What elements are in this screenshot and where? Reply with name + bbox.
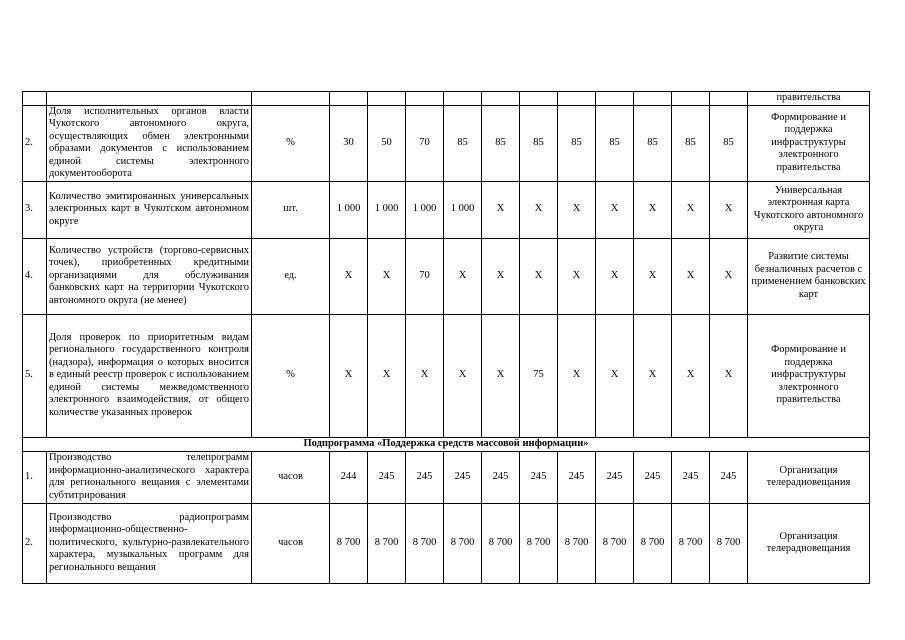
row-number-cell: 4. bbox=[23, 238, 47, 314]
value-cell: Х bbox=[558, 181, 596, 238]
value-cell: 245 bbox=[672, 451, 710, 503]
row-number-cell: 2. bbox=[23, 503, 47, 583]
value-cell: 85 bbox=[634, 105, 672, 181]
value-cell: 85 bbox=[596, 105, 634, 181]
program-cell: Развитие системы безналичных расчетов с применением банковских карт bbox=[748, 238, 870, 314]
table-row bbox=[23, 92, 870, 106]
value-cell: 85 bbox=[710, 105, 748, 181]
program-cell: Организация телерадиовещания bbox=[748, 503, 870, 583]
table-row bbox=[23, 314, 870, 437]
program-cell: Организация телерадиовещания bbox=[748, 451, 870, 503]
row-number-cell: 5. bbox=[23, 314, 47, 437]
value-cell: Х bbox=[444, 314, 482, 437]
unit-cell: ед. bbox=[252, 238, 330, 314]
indicator-name-cell: Доля исполнительных органов власти Чукотского автономного округа, осуществляющих обмен электронными образами документов с использованием единой системы электронного документооборота bbox=[47, 105, 252, 181]
value-cell: 8 700 bbox=[330, 503, 368, 583]
value-cell: Х bbox=[634, 314, 672, 437]
row-number-cell bbox=[23, 92, 47, 106]
unit-cell: шт. bbox=[252, 181, 330, 238]
value-cell: 1 000 bbox=[406, 181, 444, 238]
value-cell: 8 700 bbox=[634, 503, 672, 583]
value-cell: Х bbox=[482, 314, 520, 437]
indicator-name-cell: Производство радиопрограмм информационно-общественно-политического, культурно-развлекательного характера, музыкальных программ для регионального вещания bbox=[47, 503, 252, 583]
indicator-name-cell: Производство телепрограмм информационно-аналитического характера для регионального вещания с элементами субтитрирования bbox=[47, 451, 252, 503]
table-row bbox=[23, 181, 870, 238]
value-cell: 1 000 bbox=[330, 181, 368, 238]
subprogram-row bbox=[23, 437, 870, 451]
value-cell: 245 bbox=[558, 451, 596, 503]
value-cell: Х bbox=[520, 238, 558, 314]
unit-cell: часов bbox=[252, 503, 330, 583]
value-cell: 85 bbox=[444, 105, 482, 181]
row-number-cell: 1. bbox=[23, 451, 47, 503]
value-cell: 245 bbox=[634, 451, 672, 503]
row-number-cell: 2. bbox=[23, 105, 47, 181]
value-cell: 8 700 bbox=[482, 503, 520, 583]
value-cell bbox=[710, 92, 748, 106]
value-cell: 245 bbox=[444, 451, 482, 503]
value-cell: Х bbox=[634, 238, 672, 314]
value-cell: 8 700 bbox=[368, 503, 406, 583]
table-row bbox=[23, 503, 870, 583]
value-cell: 70 bbox=[406, 105, 444, 181]
program-cell: Формирование и поддержка инфраструктуры электронного правительства bbox=[748, 314, 870, 437]
value-cell: 245 bbox=[482, 451, 520, 503]
value-cell: 85 bbox=[558, 105, 596, 181]
value-cell: 245 bbox=[596, 451, 634, 503]
value-cell: Х bbox=[710, 238, 748, 314]
indicator-name-cell bbox=[47, 92, 252, 106]
value-cell bbox=[330, 92, 368, 106]
value-cell: 245 bbox=[710, 451, 748, 503]
value-cell: Х bbox=[596, 238, 634, 314]
value-cell: 8 700 bbox=[520, 503, 558, 583]
indicator-name-cell: Количество эмитированных универсальных электронных карт в Чукотском автономном округе bbox=[47, 181, 252, 238]
indicator-name-cell: Доля проверок по приоритетным видам регионального государственного контроля (надзора), информация о которых вносится в единый реестр проверок с использованием единой системы межведомственного электронного взаимодействия, от общего количестве указанных проверок bbox=[47, 314, 252, 437]
program-cell: правительства bbox=[748, 92, 870, 106]
unit-cell: часов bbox=[252, 451, 330, 503]
indicators-table bbox=[22, 91, 870, 584]
value-cell: 85 bbox=[482, 105, 520, 181]
value-cell: Х bbox=[672, 314, 710, 437]
value-cell: Х bbox=[558, 314, 596, 437]
table-row bbox=[23, 238, 870, 314]
value-cell: 75 bbox=[520, 314, 558, 437]
value-cell: Х bbox=[558, 238, 596, 314]
value-cell bbox=[672, 92, 710, 106]
value-cell: Х bbox=[634, 181, 672, 238]
value-cell: 50 bbox=[368, 105, 406, 181]
value-cell: 245 bbox=[520, 451, 558, 503]
value-cell: Х bbox=[406, 314, 444, 437]
value-cell: Х bbox=[444, 238, 482, 314]
value-cell: 30 bbox=[330, 105, 368, 181]
table-row bbox=[23, 451, 870, 503]
value-cell: Х bbox=[672, 181, 710, 238]
row-number-cell: 3. bbox=[23, 181, 47, 238]
value-cell: Х bbox=[368, 238, 406, 314]
value-cell: 85 bbox=[520, 105, 558, 181]
value-cell: 245 bbox=[406, 451, 444, 503]
value-cell: Х bbox=[330, 238, 368, 314]
value-cell bbox=[368, 92, 406, 106]
program-cell: Универсальная электронная карта Чукотского автономного округа bbox=[748, 181, 870, 238]
value-cell bbox=[406, 92, 444, 106]
table-row bbox=[23, 105, 870, 181]
value-cell: 8 700 bbox=[672, 503, 710, 583]
unit-cell: % bbox=[252, 105, 330, 181]
value-cell: Х bbox=[482, 181, 520, 238]
value-cell: 245 bbox=[368, 451, 406, 503]
value-cell: 8 700 bbox=[558, 503, 596, 583]
value-cell: Х bbox=[596, 181, 634, 238]
value-cell bbox=[596, 92, 634, 106]
value-cell bbox=[482, 92, 520, 106]
value-cell: Х bbox=[710, 314, 748, 437]
value-cell bbox=[520, 92, 558, 106]
value-cell: Х bbox=[672, 238, 710, 314]
value-cell: 85 bbox=[672, 105, 710, 181]
value-cell: Х bbox=[330, 314, 368, 437]
value-cell bbox=[634, 92, 672, 106]
unit-cell bbox=[252, 92, 330, 106]
value-cell: 244 bbox=[330, 451, 368, 503]
value-cell bbox=[444, 92, 482, 106]
value-cell: 8 700 bbox=[710, 503, 748, 583]
value-cell: 8 700 bbox=[596, 503, 634, 583]
value-cell bbox=[558, 92, 596, 106]
subprogram-title: Подпрограмма «Поддержка средств массовой информации» bbox=[23, 437, 870, 451]
value-cell: 8 700 bbox=[444, 503, 482, 583]
value-cell: 8 700 bbox=[406, 503, 444, 583]
value-cell: 1 000 bbox=[368, 181, 406, 238]
value-cell: Х bbox=[368, 314, 406, 437]
program-cell: Формирование и поддержка инфраструктуры электронного правительства bbox=[748, 105, 870, 181]
value-cell: Х bbox=[482, 238, 520, 314]
value-cell: Х bbox=[520, 181, 558, 238]
unit-cell: % bbox=[252, 314, 330, 437]
indicator-name-cell: Количество устройств (торгово-сервисных точек), приобретенных кредитными организациями для обслуживания банковских карт на территории Чукотского автономного округа (не менее) bbox=[47, 238, 252, 314]
value-cell: 1 000 bbox=[444, 181, 482, 238]
value-cell: Х bbox=[596, 314, 634, 437]
value-cell: 70 bbox=[406, 238, 444, 314]
value-cell: Х bbox=[710, 181, 748, 238]
